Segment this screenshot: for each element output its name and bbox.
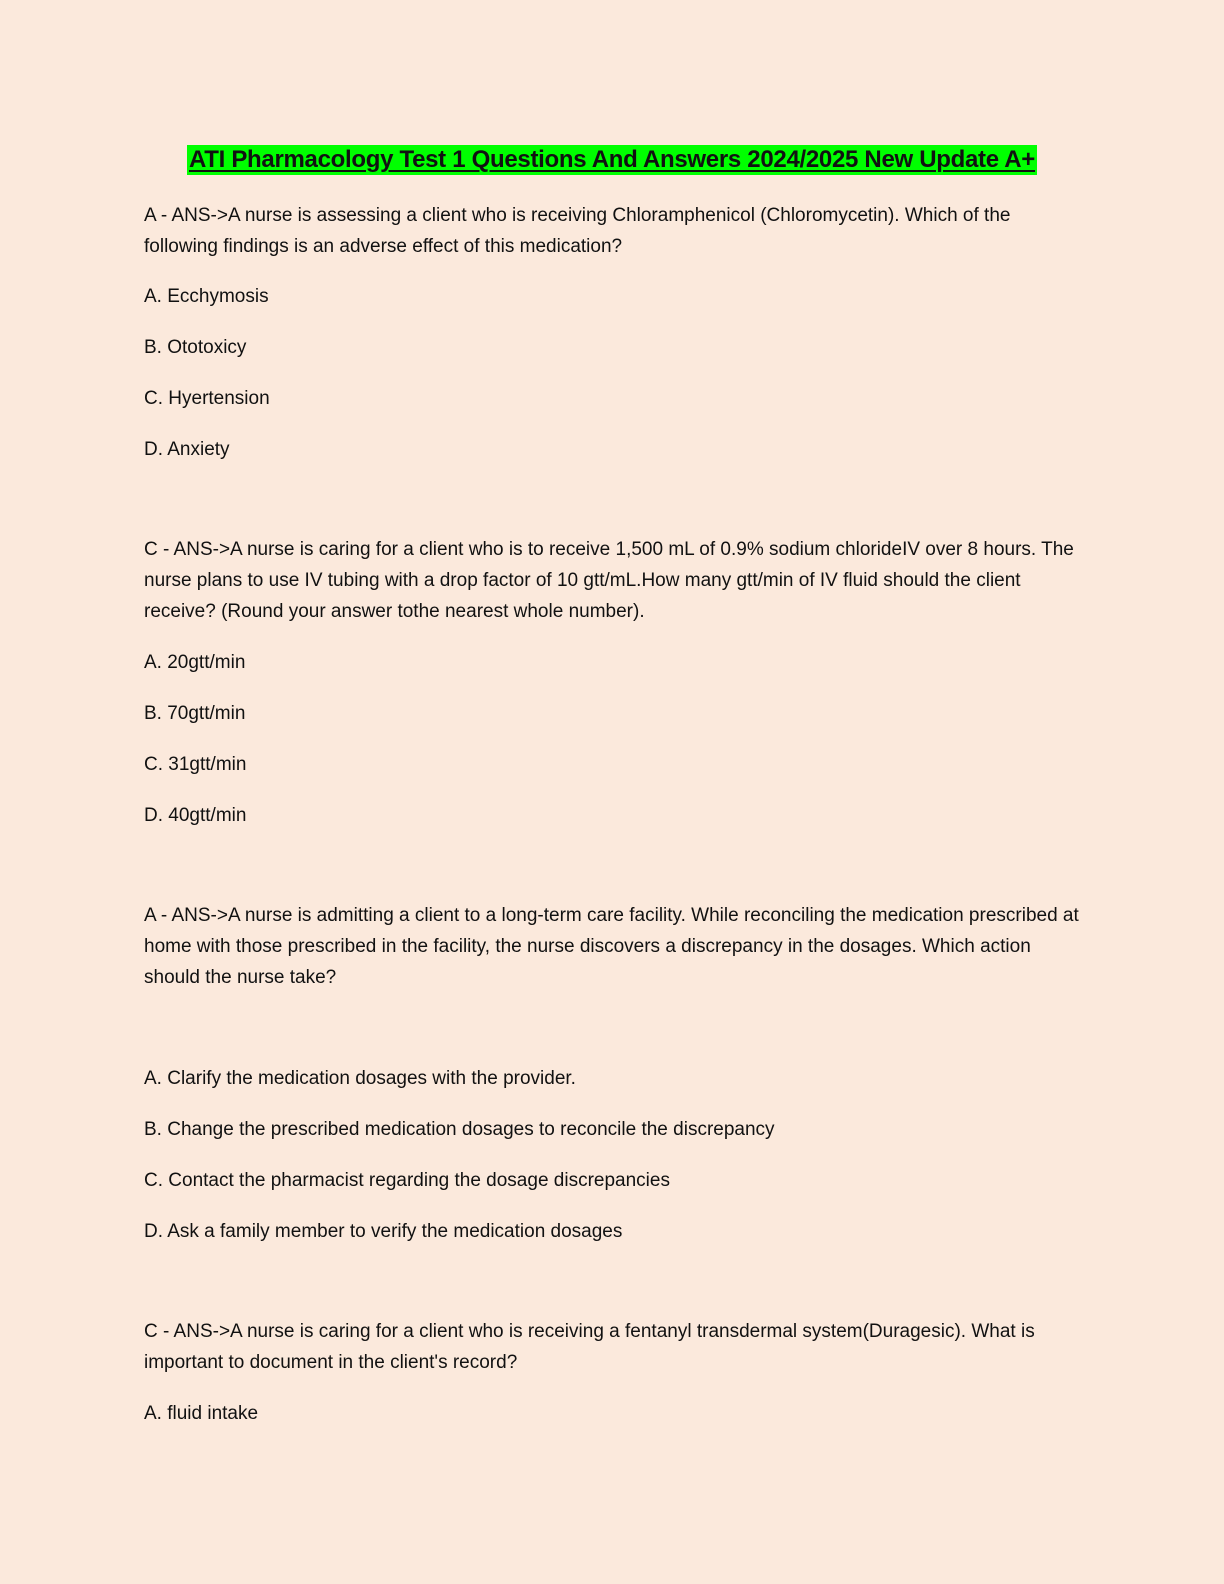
question-4-option-a: A. fluid intake <box>144 1403 259 1424</box>
question-2-option-d: D. 40gtt/min <box>144 805 247 826</box>
question-4-text: C - ANS->A nurse is caring for a client who is receiving a fentanyl transdermal system(Duragesic). What is important to document in the client's record? <box>144 1321 1035 1373</box>
question-3-option-c: C. Contact the pharmacist regarding the dosage discrepancies <box>144 1170 670 1191</box>
question-3-text: A - ANS->A nurse is admitting a client to a long-term care facility. While reconciling the medication prescribed at home with those prescribed in the facility, the nurse discovers a discrepancy in the dosages. Which action should the nurse take? <box>144 905 1079 988</box>
question-2 <box>144 534 1089 627</box>
question-1-text: A - ANS->A nurse is assessing a client who is receiving Chloramphenicol (Chloromycetin). Which of the following findings is an adverse effect of this medication? <box>144 205 1011 257</box>
question-3 <box>144 900 1089 993</box>
question-3-option-d: D. Ask a family member to verify the medication dosages <box>144 1221 623 1242</box>
title-container <box>0 145 1224 175</box>
question-1-option-c: C. Hyertension <box>144 388 270 409</box>
document-title: ATI Pharmacology Test 1 Questions And Answers 2024/2025 New Update A+ <box>188 146 1036 173</box>
question-2-option-b: B. 70gtt/min <box>144 703 246 724</box>
question-4 <box>144 1316 1089 1378</box>
question-2-option-a: A. 20gtt/min <box>144 652 246 673</box>
question-3-option-b: B. Change the prescribed medication dosages to reconcile the discrepancy <box>144 1119 775 1140</box>
question-1-option-a: A. Ecchymosis <box>144 286 269 307</box>
question-2-text: C - ANS->A nurse is caring for a client who is to receive 1,500 mL of 0.9% sodium chlorideIV over 8 hours. The nurse plans to use IV tubing with a drop factor of 10 gtt/mL.How many gtt/min of IV fluid should the client receive? (Round your answer tothe nearest whole number). <box>144 539 1074 622</box>
question-1 <box>144 200 1089 262</box>
question-1-option-b: B. Ototoxicy <box>144 337 247 358</box>
question-3-option-a: A. Clarify the medication dosages with the provider. <box>144 1068 576 1089</box>
question-2-option-c: C. 31gtt/min <box>144 754 247 775</box>
question-1-option-d: D. Anxiety <box>144 439 230 460</box>
